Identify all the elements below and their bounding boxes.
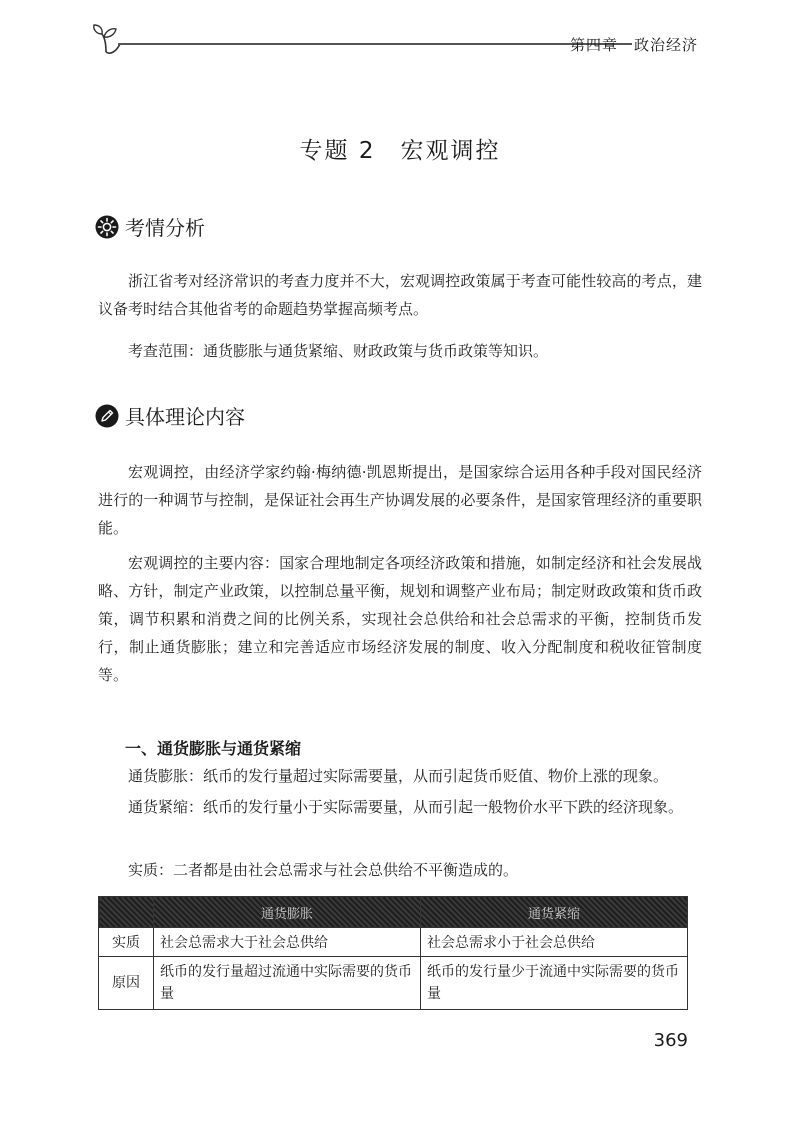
chapter-label — [570, 34, 698, 55]
paragraph: 考查范围：通货膨胀与通货紧缩、财政政策与货币政策等知识。 — [128, 342, 549, 360]
table-row — [99, 928, 688, 957]
section-heading-text: 考情分析 — [125, 216, 205, 240]
header-rule — [118, 43, 632, 45]
subsection-heading: 一、通货膨胀与通货紧缩 — [125, 739, 302, 758]
table-cell: 社会总需求小于社会总供给 — [421, 928, 688, 957]
section-heading-theory — [95, 401, 245, 430]
paragraph: 浙江省考对经济常识的考查力度并不大，宏观调控政策属于考查可能性较高的考点，建议备考时结合其他省考的命题趋势掌握高频考点。 — [98, 272, 702, 318]
table-header-cell: 通货膨胀 — [154, 897, 421, 928]
table-row — [99, 957, 688, 1010]
paragraph: 实质：二者都是由社会总需求与社会总供给不平衡造成的。 — [128, 861, 519, 879]
pencil-icon — [95, 404, 119, 428]
table-header-cell: 通货紧缩 — [421, 897, 688, 928]
section-heading-exam-analysis — [95, 212, 205, 241]
chapter-number: 第四章 — [569, 36, 618, 54]
page-number: 369 — [653, 1030, 688, 1051]
table-cell: 纸币的发行量超过流通中实际需要的货币量 — [154, 957, 421, 1010]
paragraph: 宏观调控的主要内容：国家合理地制定各项经济政策和措施，如制定经济和社会发展战略、方针，制定产业政策，以控制总量平衡，规划和调整产业布局；制定财政政策和货币政策，调节积累和消费之间的比例关系，实现社会总供给和社会总需求的平衡，控制货币发行，制止通货膨胀；建立和完善适应市场经济发展的制度、收入分配制度和税收征管制度等。 — [98, 554, 702, 684]
row-label: 原因 — [99, 957, 154, 1010]
paragraph: 宏观调控，由经济学家约翰·梅纳德·凯恩斯提出，是国家综合运用各种手段对国民经济进行的一种调节与控制，是保证社会再生产协调发展的必要条件，是国家管理经济的重要职能。 — [98, 463, 702, 537]
table-cell: 社会总需求大于社会总供给 — [154, 928, 421, 957]
sun-icon — [95, 215, 119, 239]
table-header-row — [99, 897, 688, 928]
running-header — [92, 22, 706, 62]
table-cell: 纸币的发行量少于流通中实际需要的货币量 — [421, 957, 688, 1010]
paragraph: 通货紧缩：纸币的发行量小于实际需要量，从而引起一般物价水平下跌的经济现象。 — [128, 798, 684, 816]
comparison-table — [98, 896, 688, 1010]
chapter-title: 政治经济 — [633, 36, 698, 54]
table-header-cell — [99, 897, 154, 928]
paragraph: 通货膨胀：纸币的发行量超过实际需要量，从而引起货币贬值、物价上涨的现象。 — [128, 767, 669, 785]
row-label: 实质 — [99, 928, 154, 957]
sprout-icon — [92, 22, 130, 56]
page-title: 专题 2 宏观调控 — [299, 138, 501, 164]
section-heading-text: 具体理论内容 — [125, 405, 245, 429]
